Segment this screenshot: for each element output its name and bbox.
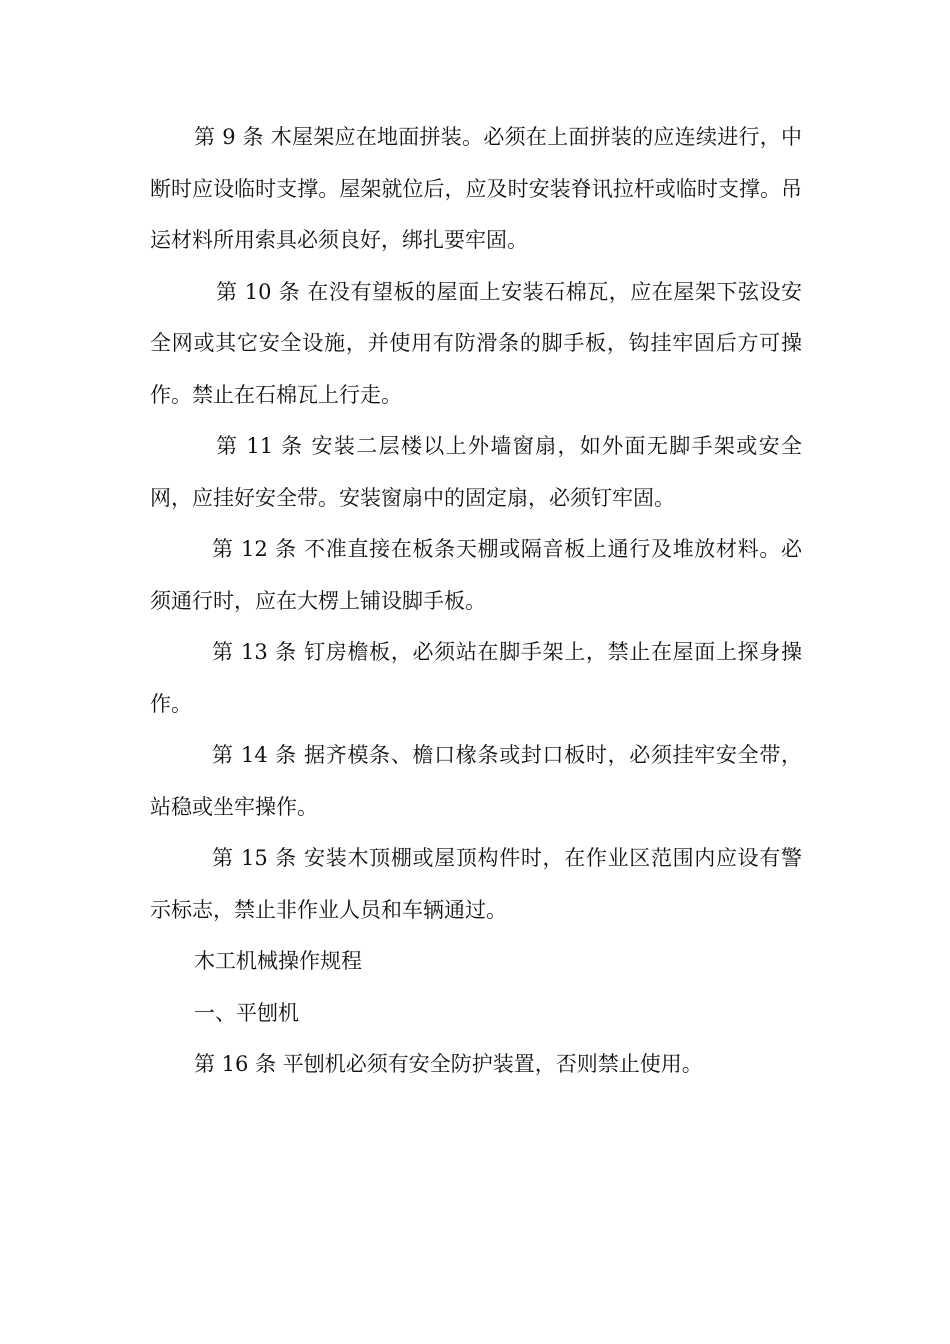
subsection-heading: 一、平刨机	[194, 1000, 299, 1025]
article-14-paragraph: 第 14 条 据齐模条、檐口椽条或封口板时，必须挂牢安全带，站稳或坐牢操作。	[150, 743, 802, 819]
article-10-paragraph: 第 10 条 在没有望板的屋面上安装石棉瓦，应在屋架下弦设安全网或其它安全设施，并使用有防滑条的脚手板，钩挂牢固后方可操作。禁止在石棉瓦上行走。	[150, 279, 802, 407]
article-16-paragraph: 第 16 条 平刨机必须有安全防护装置，否则禁止使用。	[194, 1052, 703, 1076]
document-body	[150, 112, 802, 1091]
section-heading: 木工机械操作规程	[194, 949, 362, 973]
article-15-paragraph: 第 15 条 安装木顶棚或屋顶构件时，在作业区范围内应设有警示标志，禁止非作业人员和车辆通过。	[150, 846, 802, 922]
article-9-paragraph: 第 9 条 木屋架应在地面拼装。必须在上面拼装的应连续进行，中断时应设临时支撑。屋架就位后，应及时安装脊讯拉杆或临时支撑。吊运材料所用索具必须良好，绑扎要牢固。	[150, 125, 802, 252]
article-12-paragraph: 第 12 条 不准直接在板条天棚或隔音板上通行及堆放材料。必须通行时，应在大楞上铺设脚手板。	[150, 537, 802, 613]
article-11-paragraph: 第 11 条 安装二层楼以上外墙窗扇，如外面无脚手架或安全网，应挂好安全带。安装窗扇中的固定扇，必须钉牢固。	[150, 434, 802, 510]
article-13-paragraph: 第 13 条 钉房檐板，必须站在脚手架上，禁止在屋面上探身操作。	[150, 640, 802, 716]
